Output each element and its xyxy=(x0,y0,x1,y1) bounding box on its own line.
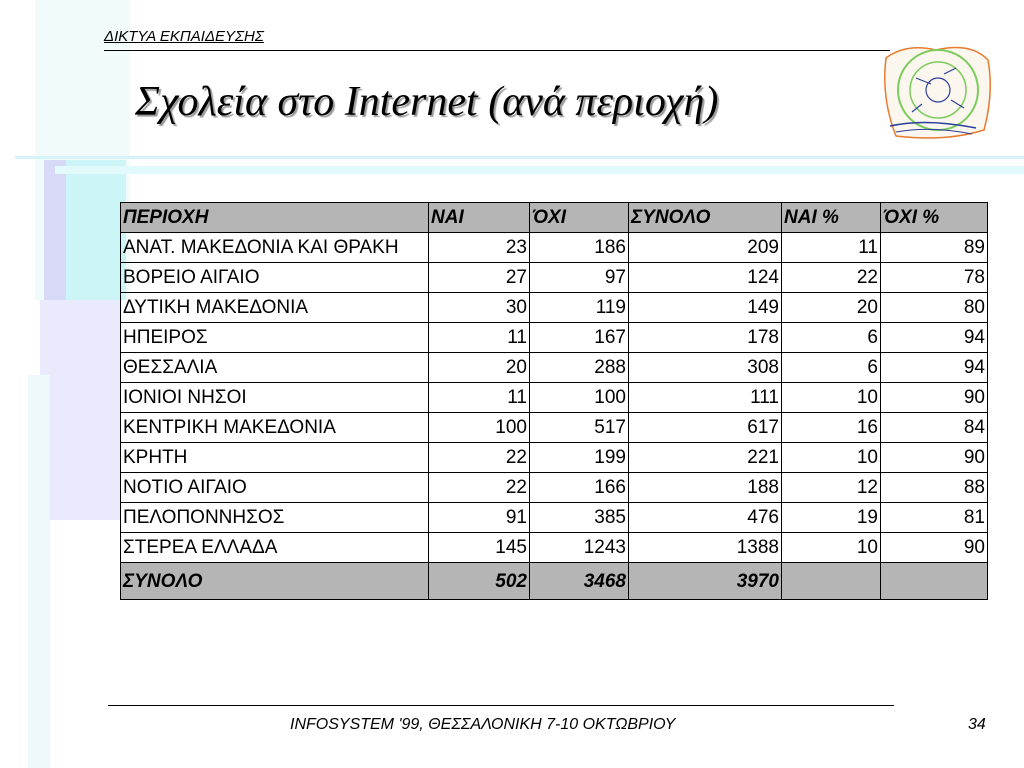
footer-text: INFOSYSTEM '99, ΘΕΣΣΑΛΟΝΙΚΗ 7-10 ΟΚΤΩΒΡΙΟΥ xyxy=(290,716,676,733)
yes-cell: 145 xyxy=(429,533,530,563)
no-percent-cell: 90 xyxy=(881,383,988,413)
table-row xyxy=(121,353,988,383)
no-percent-cell: 78 xyxy=(881,263,988,293)
yes-total-cell: 502 xyxy=(429,563,530,600)
decorative-block xyxy=(66,160,126,300)
yes-percent-cell: 10 xyxy=(782,383,881,413)
decorative-band xyxy=(15,156,1024,159)
schools-internet-table xyxy=(120,202,988,600)
total-cell: 221 xyxy=(629,443,782,473)
yes-percent-cell: 10 xyxy=(782,533,881,563)
no-percent-cell: 80 xyxy=(881,293,988,323)
region-cell: ΠΕΛΟΠΟΝΝΗΣΟΣ xyxy=(121,503,429,533)
page-title: Σχολεία στο Internet (ανά περιοχή) xyxy=(135,79,719,125)
no-cell: 1243 xyxy=(530,533,629,563)
region-cell: ΑΝΑΤ. ΜΑΚΕΔΟΝΙΑ ΚΑΙ ΘΡΑΚΗ xyxy=(121,233,429,263)
yes-percent-cell: 16 xyxy=(782,413,881,443)
no-cell: 199 xyxy=(530,443,629,473)
yes-cell: 22 xyxy=(429,473,530,503)
no-percent-cell: 90 xyxy=(881,443,988,473)
yes-cell: 23 xyxy=(429,233,530,263)
no-percent-cell: 81 xyxy=(881,503,988,533)
yes-percent-total-cell xyxy=(782,563,881,600)
header-label: ΔΙΚΤΥΑ ΕΚΠΑΙΔΕΥΣΗΣ xyxy=(104,28,264,45)
table-row xyxy=(121,503,988,533)
yes-cell: 30 xyxy=(429,293,530,323)
no-cell: 166 xyxy=(530,473,629,503)
no-cell: 288 xyxy=(530,353,629,383)
no-cell: 385 xyxy=(530,503,629,533)
column-header: ΝΑΙ xyxy=(429,203,530,233)
no-percent-cell: 94 xyxy=(881,353,988,383)
no-cell: 119 xyxy=(530,293,629,323)
region-cell: ΙΟΝΙΟΙ ΝΗΣΟΙ xyxy=(121,383,429,413)
table-header-row xyxy=(121,203,988,233)
no-percent-cell: 84 xyxy=(881,413,988,443)
table-row xyxy=(121,293,988,323)
table-row xyxy=(121,233,988,263)
decorative-block xyxy=(28,375,50,768)
no-percent-cell: 89 xyxy=(881,233,988,263)
region-cell: ΘΕΣΣΑΛΙΑ xyxy=(121,353,429,383)
yes-cell: 11 xyxy=(429,383,530,413)
yes-percent-cell: 11 xyxy=(782,233,881,263)
no-cell: 167 xyxy=(530,323,629,353)
no-cell: 100 xyxy=(530,383,629,413)
total-cell: 476 xyxy=(629,503,782,533)
no-cell: 517 xyxy=(530,413,629,443)
total-cell: 1388 xyxy=(629,533,782,563)
region-cell: ΚΕΝΤΡΙΚΗ ΜΑΚΕΔΟΝΙΑ xyxy=(121,413,429,443)
no-percent-cell: 90 xyxy=(881,533,988,563)
total-cell: 149 xyxy=(629,293,782,323)
yes-cell: 22 xyxy=(429,443,530,473)
yes-percent-cell: 6 xyxy=(782,353,881,383)
region-cell: ΗΠΕΙΡΟΣ xyxy=(121,323,429,353)
table-total-row xyxy=(121,563,988,600)
total-cell: 308 xyxy=(629,353,782,383)
conference-logo-icon xyxy=(876,38,996,148)
region-cell: ΒΟΡΕΙΟ ΑΙΓΑΙΟ xyxy=(121,263,429,293)
total-cell: 209 xyxy=(629,233,782,263)
decorative-band xyxy=(55,166,1024,174)
yes-percent-cell: 20 xyxy=(782,293,881,323)
table-row xyxy=(121,533,988,563)
table-row xyxy=(121,413,988,443)
header-divider xyxy=(104,50,890,51)
total-cell: 617 xyxy=(629,413,782,443)
total-cell: 178 xyxy=(629,323,782,353)
no-percent-cell: 94 xyxy=(881,323,988,353)
total-cell: 111 xyxy=(629,383,782,413)
total-cell: 188 xyxy=(629,473,782,503)
page-number: 34 xyxy=(968,716,986,733)
no-percent-total-cell xyxy=(881,563,988,600)
yes-cell: 91 xyxy=(429,503,530,533)
column-header: ΌΧΙ xyxy=(530,203,629,233)
total-label-cell: ΣΥΝΟΛΟ xyxy=(121,563,429,600)
column-header: ΌΧΙ % xyxy=(881,203,988,233)
column-header: ΠΕΡΙΟΧΗ xyxy=(121,203,429,233)
yes-cell: 20 xyxy=(429,353,530,383)
table-row xyxy=(121,473,988,503)
yes-percent-cell: 22 xyxy=(782,263,881,293)
region-cell: ΔΥΤΙΚΗ ΜΑΚΕΔΟΝΙΑ xyxy=(121,293,429,323)
total-cell: 124 xyxy=(629,263,782,293)
yes-percent-cell: 10 xyxy=(782,443,881,473)
no-percent-cell: 88 xyxy=(881,473,988,503)
no-total-cell: 3468 xyxy=(530,563,629,600)
footer-divider xyxy=(108,705,894,706)
yes-percent-cell: 19 xyxy=(782,503,881,533)
no-cell: 186 xyxy=(530,233,629,263)
column-header: ΝΑΙ % xyxy=(782,203,881,233)
no-cell: 97 xyxy=(530,263,629,293)
region-cell: ΝΟΤΙΟ ΑΙΓΑΙΟ xyxy=(121,473,429,503)
region-cell: ΣΤΕΡΕΑ ΕΛΛΑΔΑ xyxy=(121,533,429,563)
yes-percent-cell: 12 xyxy=(782,473,881,503)
table-row xyxy=(121,383,988,413)
table-row xyxy=(121,443,988,473)
yes-cell: 100 xyxy=(429,413,530,443)
table-row xyxy=(121,323,988,353)
grand-total-cell: 3970 xyxy=(629,563,782,600)
yes-percent-cell: 6 xyxy=(782,323,881,353)
yes-cell: 27 xyxy=(429,263,530,293)
yes-cell: 11 xyxy=(429,323,530,353)
region-cell: ΚΡΗΤΗ xyxy=(121,443,429,473)
table-row xyxy=(121,263,988,293)
decorative-block xyxy=(40,300,120,520)
column-header: ΣΥΝΟΛΟ xyxy=(629,203,782,233)
